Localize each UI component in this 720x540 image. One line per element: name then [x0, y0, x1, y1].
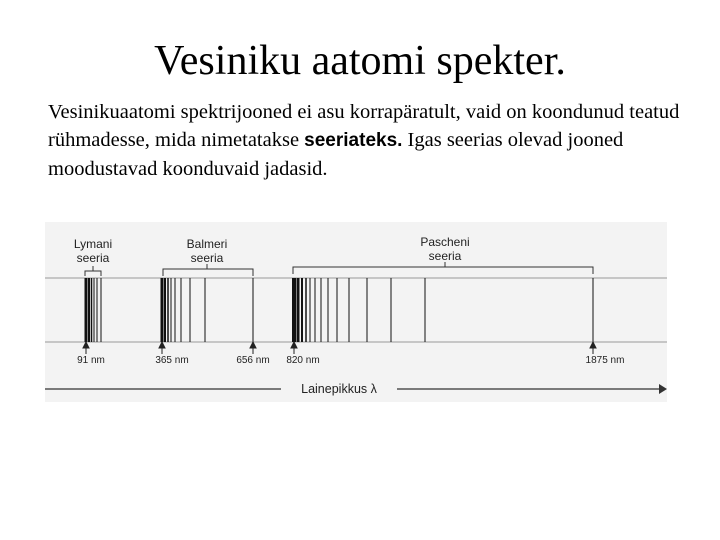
spectrum-diagram: [45, 222, 667, 402]
balmer-label-line2: seeria: [190, 251, 224, 265]
paschen-label-line2: seeria: [428, 249, 462, 263]
balmer-series-lines: [162, 278, 253, 342]
hydrogen-spectrum-figure: [45, 222, 667, 402]
marker-label-365nm: 365 nm: [155, 355, 189, 366]
balmer-brace: [163, 264, 253, 276]
marker-label-1875nm: 1875 nm: [585, 355, 625, 366]
marker-label-91nm: 91 nm: [77, 355, 105, 366]
paschen-series-lines: [294, 278, 593, 342]
marker-label-656nm: 656 nm: [236, 355, 270, 366]
lyman-label-line2: seeria: [76, 251, 110, 265]
paragraph-text-part2: Igas seerias olevad jooned moodustavad koonduvaid jadasid.: [48, 129, 624, 180]
paragraph-text-part1: Vesinikuaatomi spektrijooned ei asu korrapäratult, vaid on koondunud teatud rühmadesse, mida nimetatakse: [48, 101, 680, 151]
paragraph-bold-term: seeriateks.: [304, 130, 403, 151]
paschen-brace: [293, 262, 593, 274]
slide-paragraph: [48, 98, 688, 183]
lyman-brace: [85, 266, 101, 276]
slide-title: Vesiniku aatomi spekter.: [154, 38, 566, 84]
axis-label: Lainepikkus λ: [301, 382, 377, 396]
wavelength-marker-arrows: [83, 342, 596, 354]
balmer-label-line1: Balmeri: [186, 237, 228, 251]
paschen-label-line1: Pascheni: [420, 235, 470, 249]
marker-label-820nm: 820 nm: [286, 355, 320, 366]
axis-arrowhead: [659, 384, 667, 394]
lyman-label-line1: Lymani: [73, 237, 113, 251]
lyman-series-lines: [86, 278, 101, 342]
